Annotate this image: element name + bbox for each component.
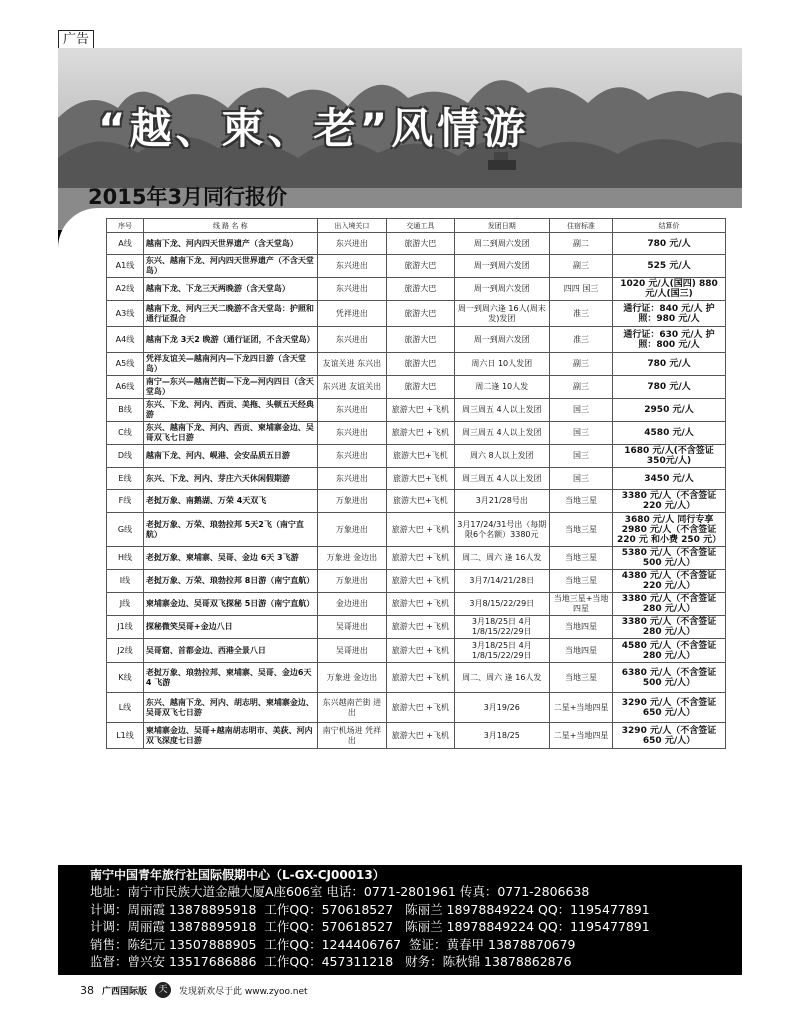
departure-dates-cell: 周二、周六 逢 16人发 [454, 547, 550, 570]
hotel-standard-cell: 当地三星 [550, 513, 613, 547]
hotel-standard-cell: 国三 [550, 468, 613, 490]
price-cell: 3450 元/人 [613, 468, 726, 490]
hotel-standard-cell: 当地三星+当地四星 [550, 593, 613, 616]
departure-dates-cell: 3月17/24/31号出（每期限6个名额）3380元 [454, 513, 550, 547]
price-cell: 780 元/人 [613, 353, 726, 376]
route-code-cell: A3线 [107, 301, 144, 327]
price-cell: 525 元/人 [613, 255, 726, 278]
table-row [107, 399, 726, 422]
departure-dates-cell: 周一到周六发团 [454, 278, 550, 301]
route-code-cell: A1线 [107, 255, 144, 278]
route-name-cell: 柬埔寨金边、吴哥+越南胡志明市、美荻、河内双飞深度七日游 [143, 723, 317, 749]
col-header-transport: 交通工具 [387, 219, 454, 233]
border-crossing-cell: 东兴进 友谊关出 [317, 376, 387, 399]
departure-dates-cell: 周三周五 4人以上发团 [454, 468, 550, 490]
hotel-standard-cell: 当地三星 [550, 547, 613, 570]
route-code-cell: G线 [107, 513, 144, 547]
route-name-cell: 老挝万象、万荣、琅勃拉邦 5天2飞（南宁直航） [143, 513, 317, 547]
route-code-cell: A2线 [107, 278, 144, 301]
route-name-cell: 柬埔寨金边、吴哥双飞探秘 5日游（南宁直航） [143, 593, 317, 616]
route-code-cell: L1线 [107, 723, 144, 749]
transport-cell: 旅游大巴+飞机 [387, 490, 454, 513]
table-row [107, 490, 726, 513]
price-cell: 3290 元/人（不含签证 650 元/人） [613, 723, 726, 749]
transport-cell: 旅游大巴 +飞机 [387, 513, 454, 547]
border-crossing-cell: 友谊关进 东兴出 [317, 353, 387, 376]
table-row [107, 663, 726, 693]
departure-dates-cell: 周三周五 4人以上发团 [454, 399, 550, 422]
route-name-cell: 南宁—东兴—越南芒街—下龙—河内四日（含天堂岛） [143, 376, 317, 399]
contact-line: 监督：曾兴安 13517686886 工作QQ：457311218 财务：陈秋锦 13878862876 [90, 954, 572, 969]
transport-cell: 旅游大巴 +飞机 [387, 723, 454, 749]
hotel-standard-cell: 二星+当地四星 [550, 693, 613, 723]
transport-cell: 旅游大巴 +飞机 [387, 547, 454, 570]
transport-cell: 旅游大巴+飞机 [387, 468, 454, 490]
col-header-dates: 发团日期 [454, 219, 550, 233]
route-name-cell: 老挝万象、柬埔寨、吴哥、金边 6天 3飞游 [143, 547, 317, 570]
route-code-cell: I线 [107, 570, 144, 593]
route-code-cell: L线 [107, 693, 144, 723]
border-crossing-cell: 东兴进出 [317, 445, 387, 468]
price-cell: 2950 元/人 [613, 399, 726, 422]
border-crossing-cell: 金边进出 [317, 593, 387, 616]
border-crossing-cell: 东兴进出 [317, 327, 387, 353]
hotel-standard-cell: 副三 [550, 255, 613, 278]
route-name-cell: 东兴、越南下龙、河内、胡志明、柬埔寨金边、吴哥双飞七日游 [143, 693, 317, 723]
table-row [107, 570, 726, 593]
price-cell: 4380 元/人（不含签证 220 元/人） [613, 570, 726, 593]
transport-cell: 旅游大巴 +飞机 [387, 663, 454, 693]
departure-dates-cell: 3月18/25日 4月1/8/15/22/29日 [454, 639, 550, 663]
transport-cell: 旅游大巴 +飞机 [387, 639, 454, 663]
price-cell: 1020 元/人(国四) 880 元/人(国三) [613, 278, 726, 301]
col-header-code: 序号 [107, 219, 144, 233]
price-cell: 780 元/人 [613, 233, 726, 255]
route-code-cell: J1线 [107, 616, 144, 639]
table-row [107, 445, 726, 468]
route-code-cell: A线 [107, 233, 144, 255]
table-header-row [107, 219, 726, 233]
col-header-hotel: 住宿标准 [550, 219, 613, 233]
report-title: 2015年3月同行报价 [88, 185, 288, 209]
tagline: 发现新欢尽于此 www.zyoo.net [179, 986, 308, 997]
table-row [107, 422, 726, 445]
border-crossing-cell: 东兴进出 [317, 255, 387, 278]
border-crossing-cell: 东兴进出 [317, 422, 387, 445]
departure-dates-cell: 周一到周六发团 [454, 255, 550, 278]
route-code-cell: A4线 [107, 327, 144, 353]
route-name-cell: 越南下龙 3天2 晚游（通行证团，不含天堂岛） [143, 327, 317, 353]
route-name-cell: 东兴、下龙、河内、西贡、美拖、头顿五天经典游 [143, 399, 317, 422]
transport-cell: 旅游大巴 [387, 255, 454, 278]
col-header-border: 出入境关口 [317, 219, 387, 233]
table-row [107, 616, 726, 639]
route-name-cell: 老挝万象、南鹅湖、万荣 4天双飞 [143, 490, 317, 513]
contact-line: 销售：陈纪元 13507888905 工作QQ：1244406767 签证：黄春甲 13878870679 [90, 936, 576, 952]
route-code-cell: B线 [107, 399, 144, 422]
table-row [107, 233, 726, 255]
departure-dates-cell: 周六 8人以上发团 [454, 445, 550, 468]
hotel-standard-cell: 二星+当地四星 [550, 723, 613, 749]
contact-footer [58, 865, 742, 975]
route-name-cell: 凭祥友谊关—越南河内—下龙四日游（含天堂岛） [143, 353, 317, 376]
border-crossing-cell: 万象进出 [317, 513, 387, 547]
route-name-cell: 东兴、越南下龙、河内四天世界遗产（不含天堂岛） [143, 255, 317, 278]
page-footer [80, 982, 308, 998]
transport-cell: 旅游大巴 +飞机 [387, 570, 454, 593]
magazine-logo-icon: 天 [155, 982, 171, 998]
hotel-standard-cell: 四四 国三 [550, 278, 613, 301]
price-cell: 4580 元/人（不含签证 280 元/人） [613, 639, 726, 663]
hotel-standard-cell: 当地三星 [550, 570, 613, 593]
route-code-cell: A5线 [107, 353, 144, 376]
col-header-route: 线 路 名 称 [143, 219, 317, 233]
border-crossing-cell: 万象进 金边出 [317, 663, 387, 693]
table-row [107, 693, 726, 723]
price-cell: 3380 元/人（不含签证 280 元/人） [613, 593, 726, 616]
route-name-cell: 越南下龙、河内三天二晚游不含天堂岛：护照和通行证混合 [143, 301, 317, 327]
price-cell: 6380 元/人（不含签证 500 元/人） [613, 663, 726, 693]
transport-cell: 旅游大巴 [387, 353, 454, 376]
price-cell: 3680 元/人 同行专享2980 元/人（不含签证 220 元 和小费 250 元） [613, 513, 726, 547]
border-crossing-cell: 南宁机场进 凭祥出 [317, 723, 387, 749]
border-crossing-cell: 东兴进出 [317, 399, 387, 422]
price-cell: 4580 元/人 [613, 422, 726, 445]
departure-dates-cell: 3月7/14/21/28日 [454, 570, 550, 593]
departure-dates-cell: 周一到周六逢 16人(周末发)发团 [454, 301, 550, 327]
departure-dates-cell: 3月21/28号出 [454, 490, 550, 513]
table-row [107, 723, 726, 749]
transport-cell: 旅游大巴 [387, 233, 454, 255]
transport-cell: 旅游大巴 +飞机 [387, 693, 454, 723]
contact-line: 计调：周丽霞 13878895918 工作QQ：570618527 陈丽兰 18978849224 QQ：1195477891 [90, 901, 650, 917]
transport-cell: 旅游大巴 +飞机 [387, 422, 454, 445]
col-header-price: 结算价 [613, 219, 726, 233]
route-code-cell: C线 [107, 422, 144, 445]
contact-line: 计调：周丽霞 13878895918 工作QQ：570618527 陈丽兰 18978849224 QQ：1195477891 [90, 919, 650, 934]
route-code-cell: J线 [107, 593, 144, 616]
transport-cell: 旅游大巴+飞机 [387, 445, 454, 468]
border-crossing-cell: 吴哥进出 [317, 639, 387, 663]
hotel-standard-cell: 当地四星 [550, 616, 613, 639]
route-name-cell: 越南下龙、下龙三天两晚游（含天堂岛） [143, 278, 317, 301]
table-row [107, 255, 726, 278]
banner-title: “越、柬、老”风情游 [98, 104, 530, 153]
table-row [107, 301, 726, 327]
hotel-standard-cell: 副三 [550, 353, 613, 376]
table-row [107, 547, 726, 570]
route-code-cell: A6线 [107, 376, 144, 399]
border-crossing-cell: 东兴越南芒街 进出 [317, 693, 387, 723]
border-crossing-cell: 万象进 金边出 [317, 547, 387, 570]
hotel-standard-cell: 当地三星 [550, 663, 613, 693]
departure-dates-cell: 3月18/25日 4月1/8/15/22/29日 [454, 616, 550, 639]
hotel-standard-cell: 国三 [550, 445, 613, 468]
departure-dates-cell: 周六日 10人发团 [454, 353, 550, 376]
route-code-cell: E线 [107, 468, 144, 490]
border-crossing-cell: 东兴进出 [317, 233, 387, 255]
route-code-cell: H线 [107, 547, 144, 570]
ad-tag: 广告 [58, 30, 94, 49]
route-name-cell: 越南下龙、河内四天世界遗产（含天堂岛） [143, 233, 317, 255]
route-code-cell: K线 [107, 663, 144, 693]
price-cell: 通行证：630 元/人 护照：800 元/人 [613, 327, 726, 353]
table-row [107, 593, 726, 616]
advert-frame [58, 48, 742, 975]
departure-dates-cell: 周二到周六发团 [454, 233, 550, 255]
price-cell: 1680 元/人(不含签证350元/人) [613, 445, 726, 468]
transport-cell: 旅游大巴 [387, 301, 454, 327]
route-code-cell: D线 [107, 445, 144, 468]
departure-dates-cell: 3月8/15/22/29日 [454, 593, 550, 616]
departure-dates-cell: 3月19/26 [454, 693, 550, 723]
page-number: 38 [80, 983, 94, 997]
company-name: 南宁中国青年旅行社国际假期中心（L-GX-CJ00013） [90, 868, 385, 882]
border-crossing-cell: 万象进出 [317, 490, 387, 513]
table-row [107, 278, 726, 301]
table-row [107, 468, 726, 490]
hotel-standard-cell: 副三 [550, 376, 613, 399]
transport-cell: 旅游大巴 [387, 278, 454, 301]
departure-dates-cell: 周三周五 4人以上发团 [454, 422, 550, 445]
border-crossing-cell: 东兴进出 [317, 468, 387, 490]
price-cell: 3380 元/人（不含签证220 元/人） [613, 490, 726, 513]
route-name-cell: 老挝万象、万荣、琅勃拉邦 8日游（南宁直航） [143, 570, 317, 593]
route-code-cell: F线 [107, 490, 144, 513]
route-name-cell: 吴哥窟、首都金边、西港全景八日 [143, 639, 317, 663]
price-cell: 5380 元/人（不含签证 500 元/人） [613, 547, 726, 570]
transport-cell: 旅游大巴 [387, 376, 454, 399]
table-row [107, 639, 726, 663]
transport-cell: 旅游大巴 +飞机 [387, 593, 454, 616]
route-name-cell: 东兴、下龙、河内、芽庄六天休闲假期游 [143, 468, 317, 490]
route-name-cell: 越南下龙、河内、岘港、会安品质五日游 [143, 445, 317, 468]
hotel-standard-cell: 准三 [550, 327, 613, 353]
departure-dates-cell: 周一到周六发团 [454, 327, 550, 353]
departure-dates-cell: 周二、周六 逢 16人发 [454, 663, 550, 693]
border-crossing-cell: 吴哥进出 [317, 616, 387, 639]
departure-dates-cell: 周二逢 10人发 [454, 376, 550, 399]
route-name-cell: 东兴、越南下龙、河内、西贡、柬埔寨金边、吴哥双飞七日游 [143, 422, 317, 445]
price-table [106, 218, 726, 749]
table-row [107, 353, 726, 376]
table-row [107, 513, 726, 547]
border-crossing-cell: 万象进出 [317, 570, 387, 593]
hotel-standard-cell: 当地三星 [550, 490, 613, 513]
hotel-standard-cell: 副二 [550, 233, 613, 255]
magazine-name: 广西国际版 [102, 986, 148, 997]
price-cell: 3380 元/人（不含签证 280 元/人） [613, 616, 726, 639]
hotel-standard-cell: 国三 [550, 399, 613, 422]
table-row [107, 327, 726, 353]
route-code-cell: J2线 [107, 639, 144, 663]
price-cell: 通行证：840 元/人 护照：980 元/人 [613, 301, 726, 327]
table-row [107, 376, 726, 399]
departure-dates-cell: 3月18/25 [454, 723, 550, 749]
route-name-cell: 老挝万象、琅勃拉邦、柬埔寨、吴哥、金边6天4 飞游 [143, 663, 317, 693]
route-name-cell: 探秘微笑吴哥+金边八日 [143, 616, 317, 639]
hotel-standard-cell: 当地四星 [550, 639, 613, 663]
transport-cell: 旅游大巴 +飞机 [387, 399, 454, 422]
border-crossing-cell: 凭祥进出 [317, 301, 387, 327]
hotel-standard-cell: 准三 [550, 301, 613, 327]
transport-cell: 旅游大巴 +飞机 [387, 616, 454, 639]
transport-cell: 旅游大巴 [387, 327, 454, 353]
price-cell: 3290 元/人（不含签证 650 元/人） [613, 693, 726, 723]
hotel-standard-cell: 国三 [550, 422, 613, 445]
address-line: 地址：南宁市民族大道金融大厦A座606室 电话：0771-2801961 传真：0771-2806638 [90, 884, 590, 899]
border-crossing-cell: 东兴进出 [317, 278, 387, 301]
price-cell: 780 元/人 [613, 376, 726, 399]
